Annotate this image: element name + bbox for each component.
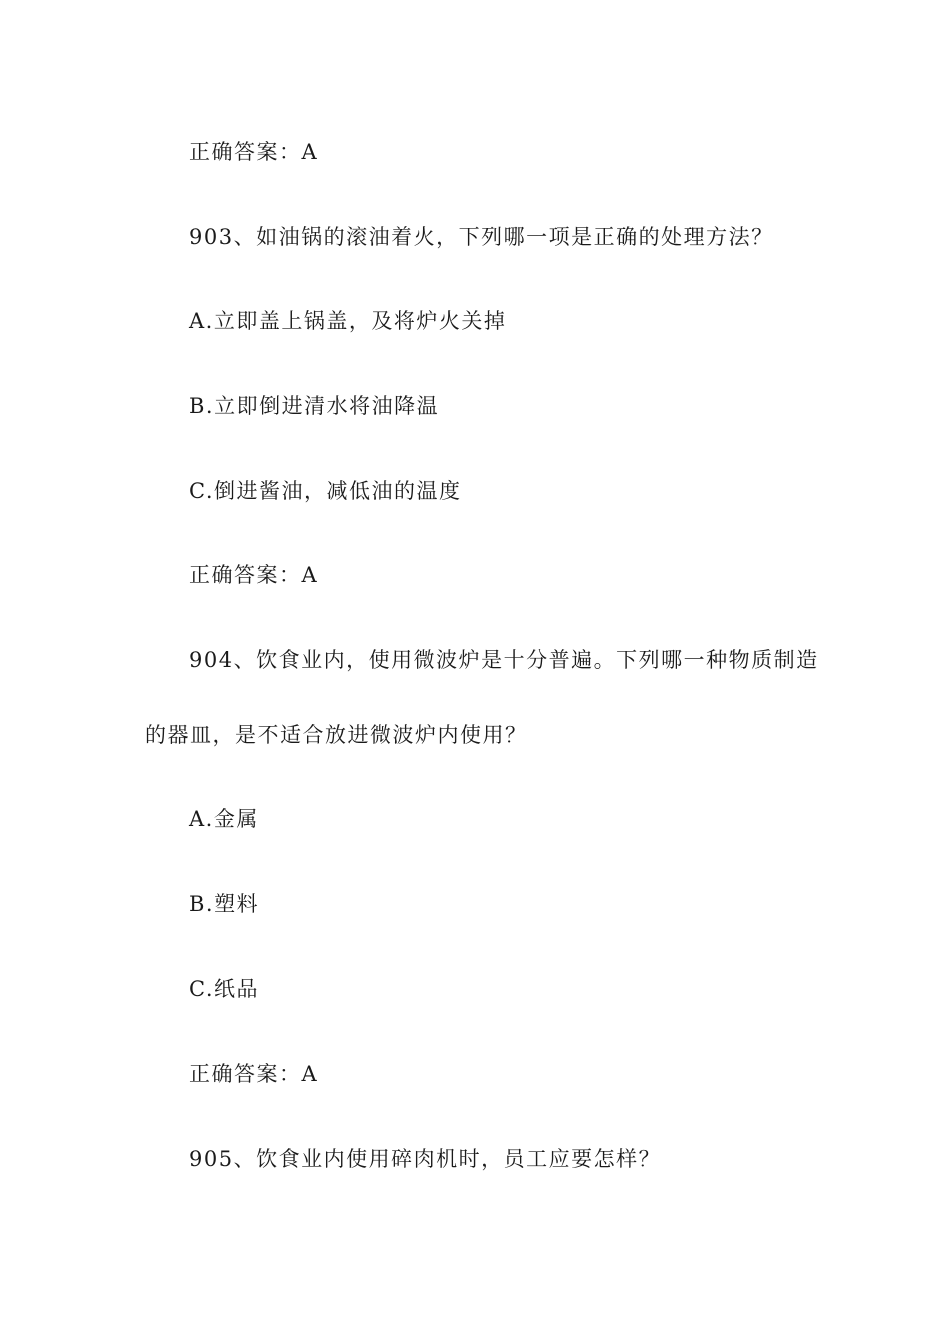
answer-line-903: 正确答案：A xyxy=(189,563,319,587)
answer-line-902: 正确答案：A xyxy=(189,140,319,164)
option-904-c: C.纸品 xyxy=(189,977,259,1001)
option-903-c: C.倒进酱油，减低油的温度 xyxy=(189,479,462,503)
question-903: 903、如油锅的滚油着火，下列哪一项是正确的处理方法？ xyxy=(189,225,774,249)
option-903-b: B.立即倒进清水将油降温 xyxy=(189,394,440,418)
option-904-a: A.金属 xyxy=(189,807,259,831)
question-904: 904、饮食业内，使用微波炉是十分普遍。下列哪一种物质制造 xyxy=(189,648,819,672)
option-903-a: A.立即盖上锅盖，及将炉火关掉 xyxy=(189,309,507,333)
answer-line-904: 正确答案：A xyxy=(189,1062,319,1086)
question-905: 905、饮食业内使用碎肉机时，员工应要怎样？ xyxy=(189,1147,662,1171)
question-904-continued: 的器皿，是不适合放进微波炉内使用？ xyxy=(145,723,528,747)
option-904-b: B.塑料 xyxy=(189,892,260,916)
